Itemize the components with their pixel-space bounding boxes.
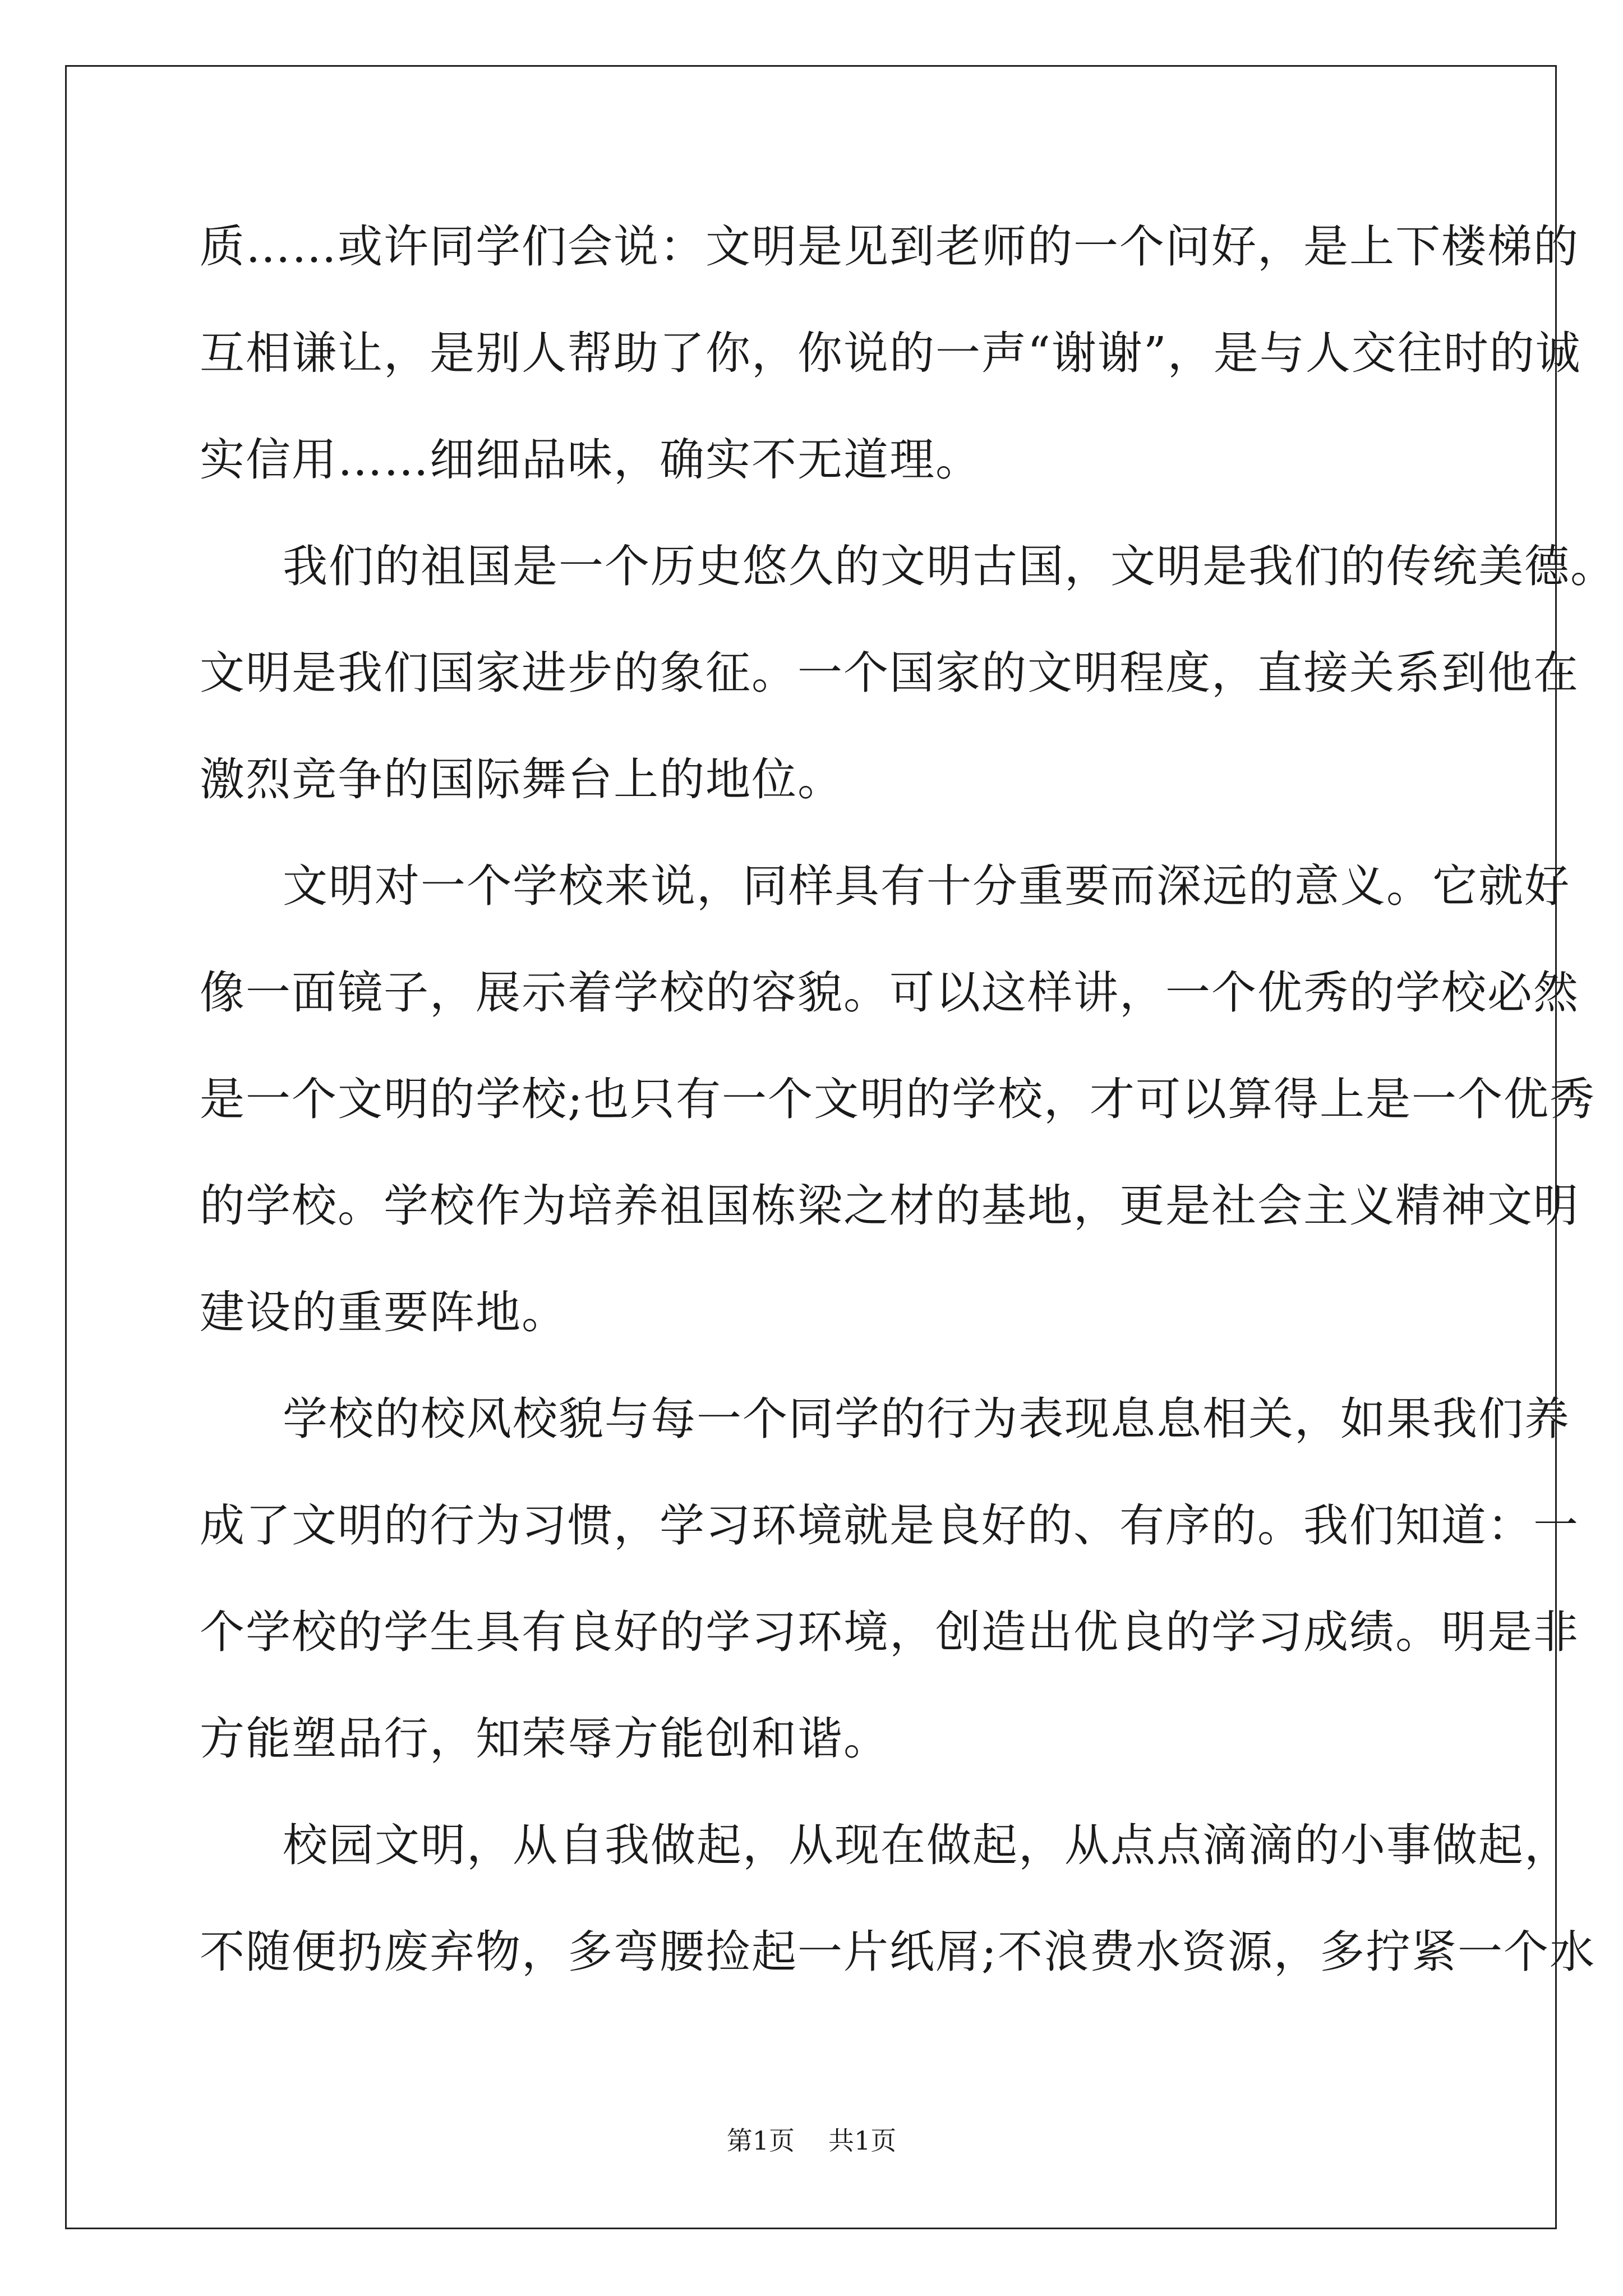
- paragraph-start-line: 文明对一个学校来说，同样具有十分重要而深远的意义。它就好: [283, 860, 1570, 912]
- paragraph-start-line: 我们的祖国是一个历史悠久的文明古国，文明是我们的传统美德。: [283, 540, 1616, 592]
- text-line: 实信用……细细品味，确实不无道理。: [200, 434, 981, 486]
- text-line: 成了文明的行为习惯，学习环境就是良好的、有序的。我们知道：一: [200, 1499, 1579, 1552]
- text-line: 文明是我们国家进步的象征。一个国家的文明程度，直接关系到他在: [200, 647, 1579, 699]
- text-line: 互相谦让，是别人帮助了你，你说的一声“谢谢”，是与人交往时的诚: [200, 327, 1581, 379]
- document-body: [200, 213, 1616, 2025]
- paragraph-start-line: 校园文明，从自我做起，从现在做起，从点点滴滴的小事做起，: [283, 1819, 1570, 1871]
- paragraph-start-line: 学校的校风校貌与每一个同学的行为表现息息相关，如果我们养: [283, 1393, 1570, 1445]
- text-line: 质……或许同学们会说：文明是见到老师的一个问好，是上下楼梯的: [200, 220, 1579, 273]
- text-line: 方能塑品行，知荣辱方能创和谐。: [200, 1713, 889, 1765]
- text-line: 建设的重要阵地。: [200, 1286, 568, 1338]
- text-line: 个学校的学生具有良好的学习环境，创造出优良的学习成绩。明是非: [200, 1606, 1579, 1658]
- text-line: 激烈竞争的国际舞台上的地位。: [200, 753, 843, 806]
- page-footer: [0, 2120, 1623, 2157]
- text-line: 是一个文明的学校;也只有一个文明的学校，才可以算得上是一个优秀: [200, 1073, 1596, 1125]
- page-number-total: 共1页: [828, 2125, 897, 2156]
- text-line: 不随便扔废弃物，多弯腰捡起一片纸屑;不浪费水资源，多拧紧一个水: [200, 1926, 1596, 1978]
- text-line: 像一面镜子，展示着学校的容貌。可以这样讲，一个优秀的学校必然: [200, 967, 1579, 1019]
- text-line: 的学校。学校作为培养祖国栋梁之材的基地，更是社会主义精神文明: [200, 1180, 1579, 1232]
- page-number-current: 第1页: [726, 2125, 795, 2156]
